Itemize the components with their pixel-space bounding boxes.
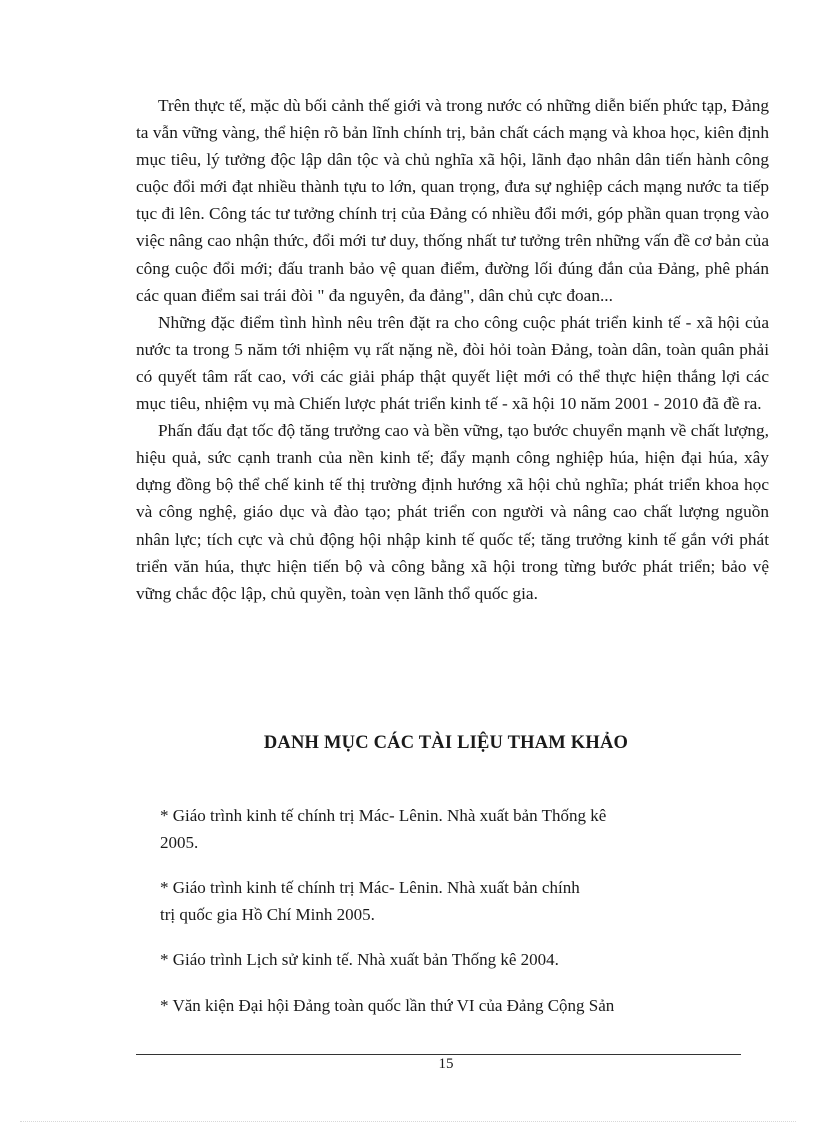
paragraph-3: Phấn đấu đạt tốc độ tăng trưởng cao và bền vững, tạo bước chuyển mạnh về chất lượng, hiệu quả, sức cạnh tranh của nền kinh tế; đẩy mạnh công nghiệp húa, hiện đại húa, xây dựng đồng bộ thể chế kinh tế thị trường định hướng xã hội chủ nghĩa; phát triển khoa học và công nghệ, giáo dục và đào tạo; phát triển con người và nâng cao chất lượng nguồn nhân lực; tích cực và chủ động hội nhập kinh tế quốc tế; tăng trưởng kinh tế gắn với phát triển văn húa, thực hiện tiến bộ và công bằng xã hội trong từng bước phát triển; bảo vệ vững chắc độc lập, chủ quyền, toàn vẹn lãnh thổ quốc gia. (136, 421, 769, 603)
paragraph-2: Những đặc điểm tình hình nêu trên đặt ra cho công cuộc phát triển kinh tế - xã hội của nước ta trong 5 năm tới nhiệm vụ rất nặng nề, đòi hỏi toàn Đảng, toàn dân, toàn quân phải có quyết tâm rất cao, với các giải pháp thật quyết liệt mới có thể thực hiện thắng lợi các mục tiêu, nhiệm vụ mà Chiến lược phát triển kinh tế - xã hội 10 năm 2001 - 2010 đã đề ra. (136, 312, 769, 414)
reference-item (160, 802, 606, 856)
reference-line: trị quốc gia Hồ Chí Minh 2005. (160, 905, 375, 924)
reference-item: * Văn kiện Đại hội Đảng toàn quốc lần thứ VI của Đảng Cộng Sản (160, 996, 615, 1015)
page-number: 15 (438, 1056, 454, 1072)
reference-line: * Giáo trình kinh tế chính trị Mác- Lênin. Nhà xuất bản chính (160, 878, 580, 897)
footer-rule (136, 1054, 741, 1055)
paragraph-1: Trên thực tế, mặc dù bối cảnh thế giới và trong nước có những diễn biến phức tạp, Đảng ta vẫn vững vàng, thể hiện rõ bản lĩnh chính trị, bản chất cách mạng và khoa học, kiên định mục tiêu, lý tưởng độc lập dân tộc và chủ nghĩa xã hội, lãnh đạo nhân dân tiến hành công cuộc đổi mới đạt nhiều thành tựu to lớn, quan trọng, đưa sự nghiệp cách mạng nước ta tiếp tục đi lên. Công tác tư tưởng chính trị của Đảng có nhiều đổi mới, góp phần quan trọng vào việc nâng cao nhận thức, đổi mới tư duy, thống nhất tư tưởng trên những vấn đề cơ bản của công cuộc đổi mới; đấu tranh bảo vệ quan điểm, đường lối đúng đắn của Đảng, phê phán các quan điểm sai trái đòi " đa nguyên, đa đảng", dân chủ cực đoan... (136, 96, 769, 305)
reference-line: * Giáo trình kinh tế chính trị Mác- Lênin. Nhà xuất bản Thống kê (160, 806, 607, 825)
reference-item: * Giáo trình Lịch sử kinh tế. Nhà xuất bản Thống kê 2004. (160, 950, 559, 969)
reference-line: 2005. (160, 833, 199, 852)
page-edge (20, 1121, 796, 1122)
reference-item (160, 874, 580, 928)
references-heading: DANH MỤC CÁC TÀI LIỆU THAM KHẢO (263, 733, 629, 753)
body-text (136, 92, 769, 607)
